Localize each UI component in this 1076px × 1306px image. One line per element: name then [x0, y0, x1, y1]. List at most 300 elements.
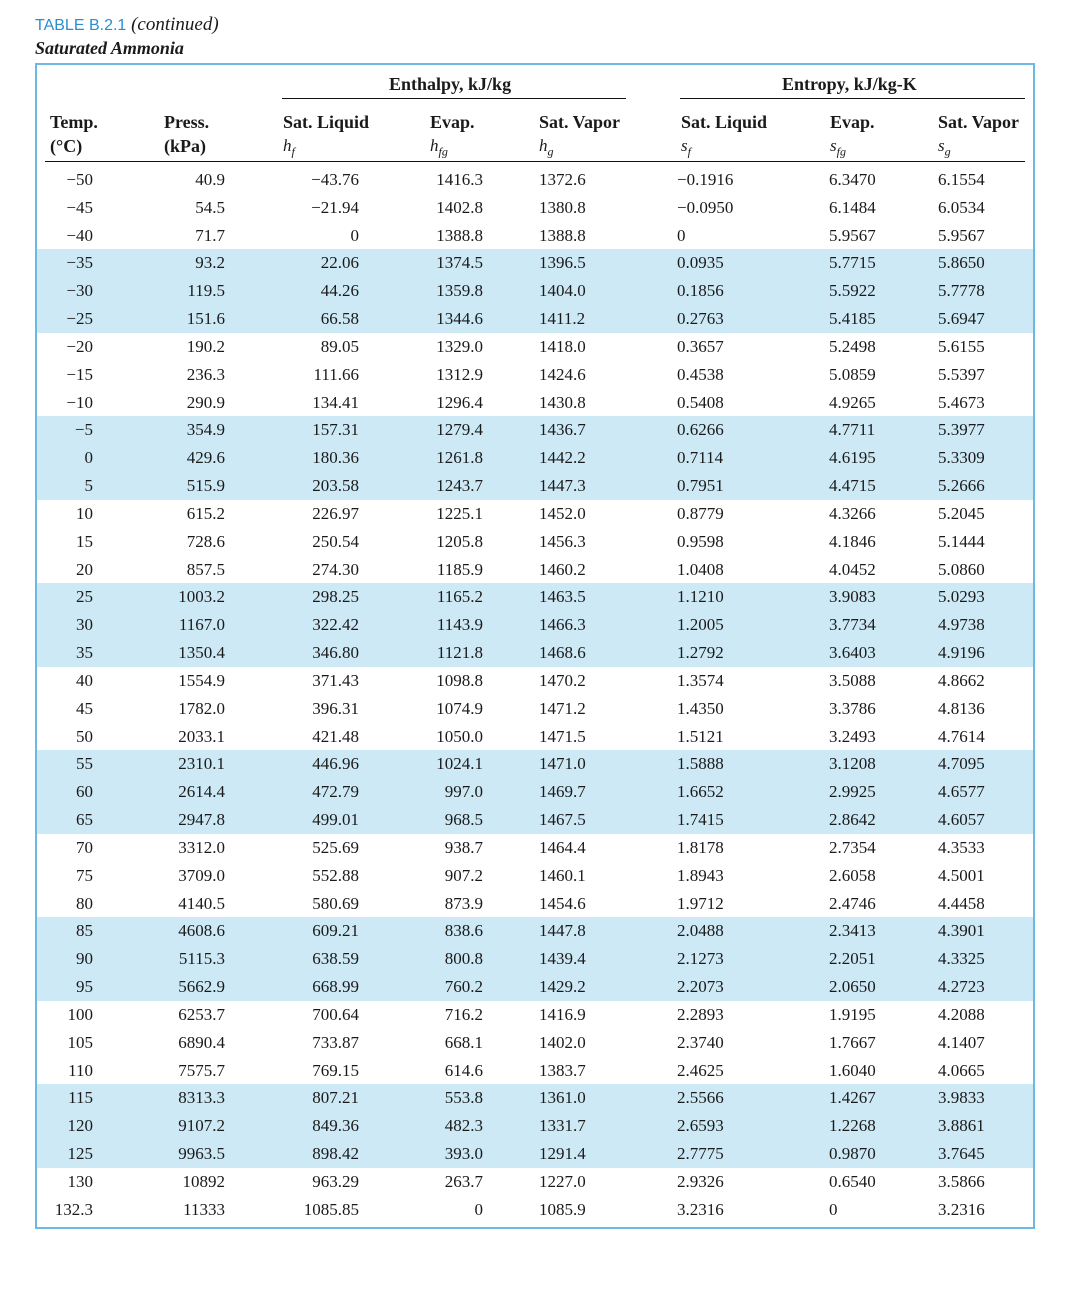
col-header-press	[164, 110, 209, 158]
press-cell: 515.9	[186, 476, 225, 496]
hg-cell: 1442.2	[539, 448, 586, 468]
sf-cell: 2.9326	[677, 1171, 724, 1191]
sf-cell: 1.1210	[677, 587, 724, 607]
sg-cell: 5.7778	[938, 281, 985, 301]
table-caption	[35, 14, 219, 59]
sf-cell: 0.9598	[677, 531, 724, 551]
press-cell: 4140.5	[178, 893, 225, 913]
hg-cell: 1404.0	[539, 281, 586, 301]
sfg-cell: 4.0452	[829, 559, 876, 579]
hg-cell: 1418.0	[539, 336, 586, 356]
sf-cell: 1.2792	[677, 643, 724, 663]
sf-cell: 0	[677, 225, 686, 245]
sg-cell: 4.0665	[938, 1060, 985, 1080]
hf-cell: 180.36	[312, 448, 359, 468]
col-header-temp-label: Temp.	[50, 112, 98, 132]
sg-cell: 5.0293	[938, 587, 985, 607]
hfg-cell: 1143.9	[436, 615, 483, 635]
continued-note: (continued)	[131, 14, 219, 35]
press-cell: 1003.2	[178, 587, 225, 607]
table-row	[37, 472, 1033, 500]
hf-cell: 638.59	[312, 949, 359, 969]
sfg-cell: 6.3470	[829, 170, 876, 189]
press-cell: 7575.7	[178, 1060, 225, 1080]
sf-cell: −0.0950	[677, 197, 734, 217]
col-header-hf-label: Sat. Liquid	[283, 112, 370, 132]
hf-cell: 421.48	[312, 726, 359, 746]
hfg-cell: 716.2	[444, 1004, 483, 1024]
temp-cell: 130	[67, 1171, 93, 1191]
sg-cell: 4.5001	[938, 865, 985, 885]
table-row	[37, 890, 1033, 918]
temp-cell: −20	[66, 336, 93, 356]
hfg-cell: 614.6	[444, 1060, 483, 1080]
table-row	[37, 611, 1033, 639]
sg-cell: 3.9833	[938, 1088, 985, 1108]
press-cell: 151.6	[186, 309, 225, 329]
hfg-cell: 1312.9	[436, 364, 483, 384]
table-row	[37, 723, 1033, 751]
table-row	[37, 862, 1033, 890]
hfg-cell: 263.7	[444, 1171, 483, 1191]
press-cell: 3312.0	[178, 837, 225, 857]
temp-cell: −30	[66, 281, 93, 301]
temp-cell: 132.3	[54, 1199, 93, 1219]
sfg-cell: 4.1846	[829, 531, 876, 551]
table-row	[37, 806, 1033, 834]
sfg-cell: 1.6040	[829, 1060, 876, 1080]
sf-cell: 1.7415	[677, 810, 724, 830]
sf-cell: 2.2073	[677, 977, 724, 997]
sf-cell: 2.1273	[677, 949, 724, 969]
table-row	[37, 500, 1033, 528]
temp-cell: 120	[67, 1116, 93, 1136]
sfg-cell: 1.9195	[829, 1004, 876, 1024]
press-cell: 6253.7	[178, 1004, 225, 1024]
col-header-sf-symbol: $s_f$	[681, 136, 691, 159]
hf-cell: 66.58	[320, 309, 359, 329]
sfg-cell: 2.6058	[829, 865, 876, 885]
sf-cell: 0.7114	[677, 448, 724, 468]
sfg-cell: 0.6540	[829, 1171, 876, 1191]
temp-cell: −25	[66, 309, 93, 329]
sf-cell: 2.0488	[677, 921, 724, 941]
hfg-cell: 1261.8	[436, 448, 483, 468]
temp-cell: 65	[76, 810, 93, 830]
temp-cell: −15	[66, 364, 93, 384]
hf-cell: 1085.85	[303, 1199, 359, 1219]
hg-cell: 1471.0	[539, 754, 586, 774]
hfg-cell: 1050.0	[436, 726, 483, 746]
table-row	[37, 277, 1033, 305]
press-cell: 5662.9	[178, 977, 225, 997]
sf-cell: 1.8178	[677, 837, 724, 857]
press-cell: 1554.9	[178, 670, 225, 690]
press-cell: 3709.0	[178, 865, 225, 885]
col-header-hfg	[430, 110, 475, 163]
hg-cell: 1331.7	[539, 1116, 586, 1136]
sf-cell: 2.4625	[677, 1060, 724, 1080]
hf-cell: 580.69	[312, 893, 359, 913]
press-cell: 1350.4	[178, 643, 225, 663]
table-row	[37, 249, 1033, 277]
hg-cell: 1464.4	[539, 837, 586, 857]
col-header-sfg-label: Evap.	[830, 112, 875, 132]
temp-cell: 55	[76, 754, 93, 774]
hfg-cell: 1344.6	[436, 309, 483, 329]
hg-cell: 1416.9	[539, 1004, 586, 1024]
col-header-hg-symbol: $h_g$	[539, 136, 554, 159]
table-row	[37, 389, 1033, 417]
press-cell: 728.6	[186, 531, 225, 551]
temp-cell: 40	[76, 670, 93, 690]
hg-cell: 1396.5	[539, 253, 586, 273]
temp-cell: 105	[67, 1032, 93, 1052]
table-row	[37, 1168, 1033, 1196]
hfg-cell: 393.0	[444, 1143, 483, 1163]
hg-cell: 1447.3	[539, 476, 586, 496]
press-cell: 93.2	[195, 253, 225, 273]
hfg-cell: 1121.8	[436, 643, 483, 663]
sf-cell: 0.5408	[677, 392, 724, 412]
press-cell: 190.2	[186, 336, 225, 356]
hg-cell: 1463.5	[539, 587, 586, 607]
hfg-cell: 760.2	[444, 977, 483, 997]
sfg-cell: 2.8642	[829, 810, 876, 830]
col-header-sfg-symbol: $s_{fg}$	[830, 136, 846, 159]
col-header-sf-label: Sat. Liquid	[681, 112, 768, 132]
table-row	[37, 528, 1033, 556]
table-body	[37, 166, 1033, 1223]
hf-cell: 898.42	[312, 1143, 359, 1163]
sf-cell: 0.2763	[677, 309, 724, 329]
hfg-cell: 1074.9	[436, 698, 483, 718]
sf-cell: 0.3657	[677, 336, 724, 356]
sfg-cell: 6.1484	[829, 197, 876, 217]
temp-cell: 60	[76, 782, 93, 802]
hf-cell: 609.21	[312, 921, 359, 941]
sg-cell: 5.9567	[938, 225, 985, 245]
sg-cell: 5.2045	[938, 503, 985, 523]
sfg-cell: 2.9925	[829, 782, 876, 802]
sf-cell: 1.3574	[677, 670, 724, 690]
hg-cell: 1454.6	[539, 893, 586, 913]
hf-cell: 668.99	[312, 977, 359, 997]
sg-cell: 3.8861	[938, 1116, 985, 1136]
temp-cell: −10	[66, 392, 93, 412]
hfg-cell: 553.8	[444, 1088, 483, 1108]
col-header-temp-unit: (°C)	[50, 136, 83, 156]
hf-cell: 963.29	[312, 1171, 359, 1191]
sf-cell: 2.2893	[677, 1004, 724, 1024]
hf-cell: 472.79	[312, 782, 359, 802]
hfg-cell: 1402.8	[436, 197, 483, 217]
sf-cell: 1.6652	[677, 782, 724, 802]
hg-cell: 1436.7	[539, 420, 586, 440]
sg-cell: 3.2316	[938, 1199, 985, 1219]
table-row	[37, 778, 1033, 806]
col-header-hf	[283, 110, 369, 163]
temp-cell: 45	[76, 698, 93, 718]
hf-cell: 807.21	[312, 1088, 359, 1108]
sg-cell: 4.2723	[938, 977, 985, 997]
sg-cell: 5.6947	[938, 309, 985, 329]
temp-cell: 15	[76, 531, 93, 551]
hg-cell: 1372.6	[539, 170, 586, 189]
sf-cell: 0.6266	[677, 420, 724, 440]
table-row	[37, 667, 1033, 695]
hfg-cell: 0	[474, 1199, 483, 1219]
temp-cell: −5	[74, 420, 93, 440]
table-row	[37, 333, 1033, 361]
sf-cell: 1.4350	[677, 698, 724, 718]
sf-cell: 0.4538	[677, 364, 724, 384]
temp-cell: 100	[67, 1004, 93, 1024]
table-row	[37, 361, 1033, 389]
hg-cell: 1361.0	[539, 1088, 586, 1108]
header-rule	[45, 161, 1025, 162]
table-title: Saturated Ammonia	[35, 38, 184, 58]
table-row	[37, 973, 1033, 1001]
temp-cell: −50	[66, 170, 93, 189]
sg-cell: 4.9196	[938, 643, 985, 663]
sfg-cell: 3.6403	[829, 643, 876, 663]
hg-cell: 1467.5	[539, 810, 586, 830]
hf-cell: 226.97	[312, 503, 359, 523]
press-cell: 9963.5	[178, 1143, 225, 1163]
sfg-cell: 4.3266	[829, 503, 876, 523]
temp-cell: 30	[76, 615, 93, 635]
table-row	[37, 556, 1033, 584]
sfg-cell: 2.3413	[829, 921, 876, 941]
hf-cell: 203.58	[312, 476, 359, 496]
sfg-cell: 1.7667	[829, 1032, 876, 1052]
hf-cell: 700.64	[312, 1004, 359, 1024]
sfg-cell: 5.4185	[829, 309, 876, 329]
hfg-cell: 1165.2	[436, 587, 483, 607]
hg-cell: 1430.8	[539, 392, 586, 412]
sg-cell: 4.4458	[938, 893, 985, 913]
hfg-cell: 1388.8	[436, 225, 483, 245]
table-row	[37, 416, 1033, 444]
hf-cell: 89.05	[320, 336, 359, 356]
hfg-cell: 938.7	[444, 837, 483, 857]
hfg-cell: 482.3	[444, 1116, 483, 1136]
hf-cell: 552.88	[312, 865, 359, 885]
press-cell: 4608.6	[178, 921, 225, 941]
sg-cell: 5.1444	[938, 531, 985, 551]
temp-cell: 75	[76, 865, 93, 885]
hf-cell: 849.36	[312, 1116, 359, 1136]
sg-cell: 5.3309	[938, 448, 985, 468]
hg-cell: 1429.2	[539, 977, 586, 997]
hg-cell: 1469.7	[539, 782, 586, 802]
hf-cell: 396.31	[312, 698, 359, 718]
sg-cell: 4.9738	[938, 615, 985, 635]
enthalpy-rule	[282, 98, 626, 99]
sf-cell: 2.7775	[677, 1143, 724, 1163]
hfg-cell: 968.5	[444, 810, 483, 830]
press-cell: 119.5	[187, 281, 225, 301]
hg-cell: 1388.8	[539, 225, 586, 245]
sfg-cell: 5.7715	[829, 253, 876, 273]
hfg-cell: 1416.3	[436, 170, 483, 189]
hg-cell: 1383.7	[539, 1060, 586, 1080]
sf-cell: 0.8779	[677, 503, 724, 523]
table-row	[37, 1057, 1033, 1085]
hfg-cell: 1098.8	[436, 670, 483, 690]
sfg-cell: 2.2051	[829, 949, 876, 969]
hf-cell: 44.26	[320, 281, 359, 301]
sfg-cell: 4.7711	[829, 420, 876, 440]
sg-cell: 5.6155	[938, 336, 985, 356]
temp-cell: 0	[84, 448, 93, 468]
hg-cell: 1471.5	[539, 726, 586, 746]
hfg-cell: 1329.0	[436, 336, 483, 356]
hg-cell: 1471.2	[539, 698, 586, 718]
sf-cell: 2.5566	[677, 1088, 724, 1108]
sf-cell: 1.2005	[677, 615, 724, 635]
hf-cell: −43.76	[311, 170, 359, 189]
hf-cell: 111.66	[313, 364, 359, 384]
col-header-press-label: Press.	[164, 112, 210, 132]
temp-cell: 50	[76, 726, 93, 746]
sg-cell: 6.1554	[938, 170, 985, 189]
hfg-cell: 997.0	[444, 782, 483, 802]
table-row	[37, 1112, 1033, 1140]
press-cell: 1782.0	[178, 698, 225, 718]
table-row	[37, 305, 1033, 333]
sf-cell: 0.0935	[677, 253, 724, 273]
temp-cell: 35	[76, 643, 93, 663]
table-row	[37, 945, 1033, 973]
temp-cell: 20	[76, 559, 93, 579]
col-header-hg-label: Sat. Vapor	[539, 112, 621, 132]
hfg-cell: 838.6	[444, 921, 483, 941]
press-cell: 1167.0	[178, 615, 225, 635]
hg-cell: 1468.6	[539, 643, 586, 663]
hfg-cell: 1296.4	[436, 392, 483, 412]
hg-cell: 1411.2	[539, 309, 586, 329]
hf-cell: 499.01	[312, 810, 359, 830]
press-cell: 11333	[183, 1199, 225, 1219]
hfg-cell: 800.8	[444, 949, 483, 969]
sg-cell: 4.8662	[938, 670, 985, 690]
table-row	[37, 1196, 1033, 1224]
sg-cell: 4.8136	[938, 698, 985, 718]
sf-cell: 3.2316	[677, 1199, 724, 1219]
hfg-cell: 1024.1	[436, 754, 483, 774]
sg-cell: 4.6577	[938, 782, 985, 802]
sfg-cell: 0	[829, 1199, 838, 1219]
sg-cell: 5.0860	[938, 559, 985, 579]
sg-cell: 4.3325	[938, 949, 985, 969]
temp-cell: 110	[68, 1060, 93, 1080]
sfg-cell: 1.4267	[829, 1088, 876, 1108]
hg-cell: 1452.0	[539, 503, 586, 523]
temp-cell: 10	[76, 503, 93, 523]
temp-cell: 90	[76, 949, 93, 969]
sfg-cell: 3.2493	[829, 726, 876, 746]
hf-cell: 298.25	[312, 587, 359, 607]
table-row	[37, 1084, 1033, 1112]
hf-cell: 22.06	[320, 253, 359, 273]
temp-cell: 95	[76, 977, 93, 997]
sg-cell: 4.7614	[938, 726, 985, 746]
press-cell: 54.5	[195, 197, 225, 217]
sf-cell: 0.1856	[677, 281, 724, 301]
enthalpy-group-header: Enthalpy, kJ/kg	[389, 74, 512, 94]
col-header-sg-symbol: $s_g$	[938, 136, 951, 159]
hg-cell: 1227.0	[539, 1171, 586, 1191]
sf-cell: 1.9712	[677, 893, 724, 913]
sfg-cell: 5.5922	[829, 281, 876, 301]
hg-cell: 1466.3	[539, 615, 586, 635]
hf-cell: 0	[350, 225, 359, 245]
sg-cell: 5.3977	[938, 420, 985, 440]
sfg-cell: 2.7354	[829, 837, 876, 857]
col-header-hfg-label: Evap.	[430, 112, 475, 132]
press-cell: 429.6	[186, 448, 225, 468]
sf-cell: 1.8943	[677, 865, 724, 885]
col-header-temp	[50, 110, 98, 158]
col-header-sg-label: Sat. Vapor	[938, 112, 1020, 132]
table-number: TABLE B.2.1	[35, 17, 127, 34]
hg-cell: 1380.8	[539, 197, 586, 217]
hfg-cell: 1243.7	[436, 476, 483, 496]
sg-cell: 4.3533	[938, 837, 985, 857]
temp-cell: 70	[76, 837, 93, 857]
sf-cell: 1.0408	[677, 559, 724, 579]
entropy-rule	[680, 98, 1025, 99]
temp-cell: −45	[66, 197, 93, 217]
press-cell: 857.5	[186, 559, 225, 579]
table-row	[37, 222, 1033, 250]
hf-cell: 134.41	[312, 392, 359, 412]
caption-line	[35, 14, 219, 37]
hf-cell: 769.15	[312, 1060, 359, 1080]
sfg-cell: 4.9265	[829, 392, 876, 412]
sfg-cell: 3.5088	[829, 670, 876, 690]
press-cell: 354.9	[186, 420, 225, 440]
hfg-cell: 668.1	[444, 1032, 483, 1052]
sg-cell: 6.0534	[938, 197, 985, 217]
col-header-hfg-symbol: $h_{fg}$	[430, 136, 448, 159]
sg-cell: 3.5866	[938, 1171, 985, 1191]
press-cell: 2614.4	[178, 782, 225, 802]
sg-cell: 3.7645	[938, 1143, 985, 1163]
sg-cell: 5.8650	[938, 253, 985, 273]
hfg-cell: 907.2	[444, 865, 483, 885]
sg-cell: 4.2088	[938, 1004, 985, 1024]
sfg-cell: 1.2268	[829, 1116, 876, 1136]
temp-cell: 25	[76, 587, 93, 607]
press-cell: 290.9	[186, 392, 225, 412]
temp-cell: 80	[76, 893, 93, 913]
col-header-sfg	[830, 110, 875, 163]
hf-cell: 371.43	[312, 670, 359, 690]
hf-cell: 250.54	[312, 531, 359, 551]
press-cell: 40.9	[195, 170, 225, 189]
hf-cell: 274.30	[312, 559, 359, 579]
hf-cell: 322.42	[312, 615, 359, 635]
sf-cell: 1.5888	[677, 754, 724, 774]
col-header-sf	[681, 110, 767, 163]
temp-cell: 5	[84, 476, 93, 496]
sfg-cell: 0.9870	[829, 1143, 876, 1163]
hg-cell: 1291.4	[539, 1143, 586, 1163]
sg-cell: 4.7095	[938, 754, 985, 774]
